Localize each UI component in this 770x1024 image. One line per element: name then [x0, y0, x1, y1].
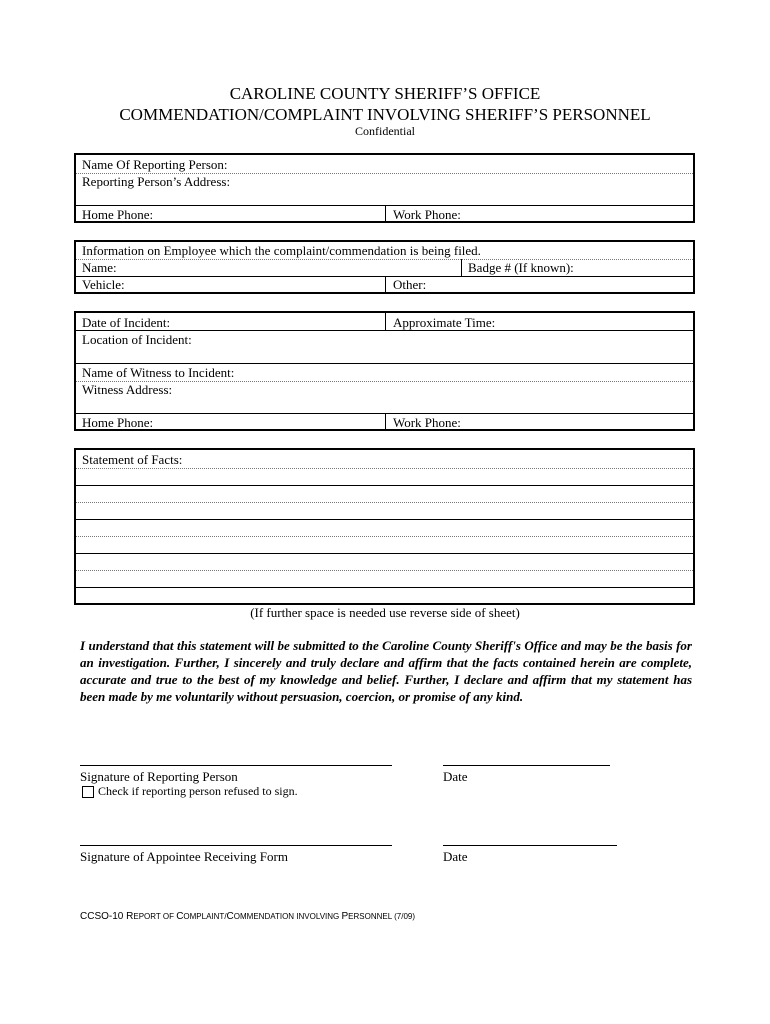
reporting-signature-line[interactable] — [80, 765, 392, 766]
statement-of-facts-label: Statement of Facts: — [82, 452, 183, 467]
date2-line[interactable] — [443, 845, 617, 846]
reporter-work-phone-field[interactable] — [471, 207, 689, 221]
witness-address-field[interactable] — [186, 382, 689, 396]
reporter-name-field[interactable] — [246, 157, 689, 171]
incident-time-label: Approximate Time: — [393, 315, 496, 330]
employee-name-field[interactable] — [126, 260, 456, 274]
reporter-address-field[interactable] — [251, 175, 689, 189]
witness-home-phone-field[interactable] — [166, 415, 376, 429]
appointee-signature-line[interactable] — [80, 845, 392, 846]
witness-name-field[interactable] — [251, 365, 689, 379]
refused-to-sign-label: Check if reporting person refused to sign. — [98, 784, 298, 798]
incident-date-field[interactable] — [186, 315, 376, 329]
incident-section — [74, 311, 695, 431]
reporter-home-phone-label: Home Phone: — [82, 207, 154, 222]
reporting-signature-label: Signature of Reporting Person — [80, 769, 238, 784]
badge-field[interactable] — [586, 260, 689, 274]
other-label: Other: — [393, 277, 427, 292]
reporter-work-phone-label: Work Phone: — [393, 207, 461, 222]
incident-location-label: Location of Incident: — [82, 332, 192, 347]
further-space-note: (If further space is needed use reverse side of sheet) — [250, 605, 520, 620]
incident-location-field[interactable] — [206, 332, 689, 346]
declaration-text: I understand that this statement will be submitted to the Caroline County Sheriff's Office and may be the basis for an investigation. Further, I sincerely and truly declare and affirm that the facts contained herein are complete, accurate and true to the best of my knowledge and belief. Further, I declare and affirm that my statement has been made by me voluntarily without persuasion, coercion, or promise of any kind. — [80, 638, 692, 704]
witness-name-label: Name of Witness to Incident: — [82, 365, 235, 380]
statement-of-facts-section — [74, 448, 695, 605]
form-subtitle: COMMENDATION/COMPLAINT INVOLVING SHERIFF’S PERSONNEL — [119, 105, 651, 124]
other-field[interactable] — [436, 277, 689, 291]
reporter-name-label: Name Of Reporting Person: — [82, 157, 228, 172]
form-title: CAROLINE COUNTY SHERIFF’S OFFICE — [229, 84, 541, 103]
date2-label: Date — [443, 849, 468, 864]
confidential-label: Confidential — [355, 124, 415, 138]
reporter-section — [74, 153, 695, 223]
date1-line[interactable] — [443, 765, 610, 766]
statement-of-facts-field[interactable] — [80, 470, 689, 600]
witness-address-label: Witness Address: — [82, 382, 173, 397]
incident-time-field[interactable] — [511, 315, 689, 329]
employee-section — [74, 240, 695, 294]
witness-home-phone-label: Home Phone: — [82, 415, 154, 430]
reporter-address-label: Reporting Person’s Address: — [82, 174, 231, 189]
witness-work-phone-label: Work Phone: — [393, 415, 461, 430]
vehicle-field[interactable] — [136, 277, 376, 291]
appointee-signature-label: Signature of Appointee Receiving Form — [80, 849, 288, 864]
witness-work-phone-field[interactable] — [471, 415, 689, 429]
date1-label: Date — [443, 769, 468, 784]
refused-to-sign-checkbox[interactable] — [82, 786, 94, 798]
form-code-footer: CCSO-10 REPORT OF COMPLAINT/COMMENDATION INVOLVING PERSONNEL (7/09) — [80, 911, 416, 922]
vehicle-label: Vehicle: — [82, 277, 125, 292]
employee-info-label: Information on Employee which the complaint/commendation is being filed. — [82, 243, 481, 258]
employee-name-label: Name: — [82, 260, 117, 275]
reporter-home-phone-field[interactable] — [166, 207, 376, 221]
incident-date-label: Date of Incident: — [82, 315, 171, 330]
badge-label: Badge # (If known): — [468, 260, 574, 275]
